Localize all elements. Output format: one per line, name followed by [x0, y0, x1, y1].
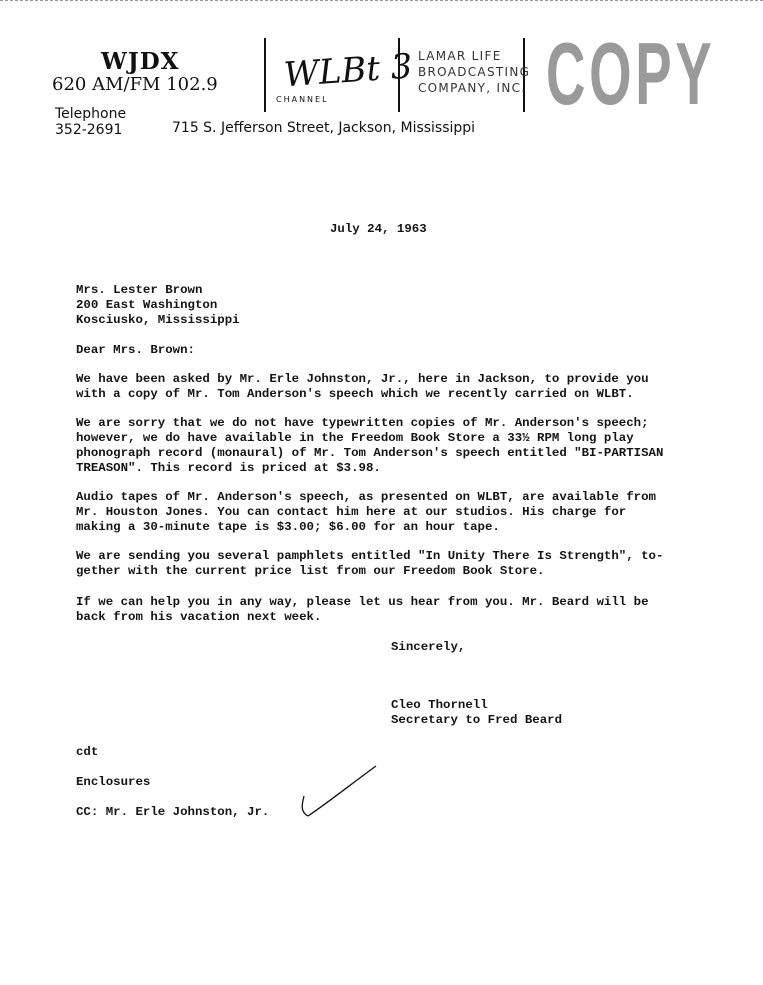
recipient-line: 200 East Washington — [76, 298, 218, 312]
body-line: back from his vacation next week. — [76, 610, 322, 624]
body-line: gether with the current price list from our Freedom Book Store. — [76, 564, 545, 578]
body-paragraph — [76, 490, 656, 535]
recipient-line: Kosciusko, Mississippi — [76, 313, 240, 327]
typist-initials: cdt — [76, 745, 99, 759]
company-name — [418, 48, 530, 96]
company-name-line: COMPANY, INC. — [418, 81, 527, 95]
copy-stamp: COPY — [546, 24, 716, 123]
company-name-line: LAMAR LIFE — [418, 49, 502, 63]
body-line: making a 30-minute tape is $3.00; $6.00 for an hour tape. — [76, 520, 500, 534]
body-line: We are sorry that we do not have typewritten copies of Mr. Anderson's speech; — [76, 416, 649, 430]
body-line: however, we do have available in the Freedom Book Store a 33½ RPM long play — [76, 431, 634, 445]
body-line: phonograph record (monaural) of Mr. Tom Anderson's speech entitled "BI-PARTISAN — [76, 446, 664, 460]
header-divider — [264, 38, 266, 112]
body-line: We are sending you several pamphlets entitled "In Unity There Is Strength", to- — [76, 549, 664, 563]
telephone-label: Telephone — [55, 106, 127, 122]
body-paragraph — [76, 416, 663, 476]
closing: Sincerely, — [391, 640, 466, 654]
body-line: Audio tapes of Mr. Anderson's speech, as presented on WLBT, are available from — [76, 490, 656, 504]
body-line: with a copy of Mr. Tom Anderson's speech which we recently carried on WLBT. — [76, 387, 634, 401]
body-paragraph — [76, 372, 649, 402]
telephone-number: 352-2691 — [55, 122, 123, 138]
page-edge — [0, 0, 763, 1]
salutation: Dear Mrs. Brown: — [76, 343, 195, 357]
signer-name: Cleo Thornell — [391, 698, 488, 712]
body-line: Mr. Houston Jones. You can contact him here at our studios. His charge for — [76, 505, 627, 519]
signer-title: Secretary to Fred Beard — [391, 713, 563, 727]
check-mark — [296, 760, 380, 820]
enclosures-note: Enclosures — [76, 775, 151, 789]
wlbt-logo-text: WLBt 3 — [282, 46, 414, 96]
channel-label: CHANNEL — [276, 95, 329, 104]
body-line: TREASON". This record is priced at $3.98. — [76, 461, 381, 475]
recipient-line: Mrs. Lester Brown — [76, 283, 203, 297]
recipient-address — [76, 283, 240, 328]
letter-date: July 24, 1963 — [330, 222, 427, 236]
station-address: 715 S. Jefferson Street, Jackson, Mississippi — [172, 120, 476, 136]
station-call-sign: WJDX — [101, 48, 180, 75]
body-paragraph — [76, 595, 649, 625]
station-frequency: 620 AM/FM 102.9 — [52, 74, 218, 95]
company-name-line: BROADCASTING — [418, 65, 531, 79]
body-line: We have been asked by Mr. Erle Johnston, Jr., here in Jackson, to provide you — [76, 372, 649, 386]
cc-line: CC: Mr. Erle Johnston, Jr. — [76, 805, 270, 819]
body-paragraph — [76, 549, 663, 579]
body-line: If we can help you in any way, please let us hear from you. Mr. Beard will be — [76, 595, 649, 609]
